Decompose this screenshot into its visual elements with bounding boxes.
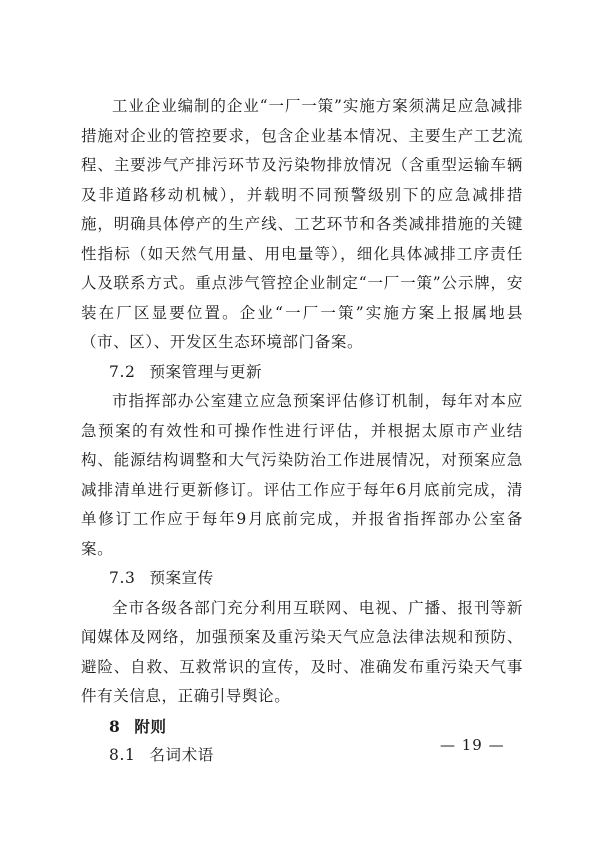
- paragraph-plan-management: 市指挥部办公室建立应急预案评估修订机制，每年对本应急预案的有效性和可操作性进行评估，并根据太原市产业结构、能源结构调整和大气污染防治工作进展情况，对预案应急减排清单进行更新修订。评估工作应于每年6月底前完成，清单修订工作应于每年9月底前完成，并报省指挥部办公室备案。: [81, 392, 523, 558]
- paragraph-enterprise-plan: 工业企业编制的企业“一厂一策”实施方案须满足应急减排措施对企业的管控要求，包含企业基本情况、主要生产工艺流程、主要涉气产排污环节及污染物排放情况（含重型运输车辆及非道路移动机械），并载明不同预警级别下的应急减排措施，明确具体停产的生产线、工艺环节和各类减排措施的关键性指标（如天然气用量、用电量等），细化具体减排工序责任人及联系方式。重点涉气管控企业制定“一厂一策”公示牌，安装在厂区显要位置。企业“一厂一策”实施方案上报属地县（市、区）、开发区生态环境部门备案。: [81, 97, 523, 351]
- page-content: [81, 92, 523, 771]
- paragraph-plan-publicity: 全市各级各部门充分利用互联网、电视、广播、报刊等新闻媒体及网络，加强预案及重污染天气应急法律法规和预防、避险、自救、互救常识的宣传，及时、准确发布重污染天气事件有关信息，正确引导舆论。: [81, 598, 523, 705]
- heading-title: 附则: [134, 716, 167, 736]
- heading-7-2: [81, 358, 523, 388]
- heading-title: 名词术语: [149, 746, 214, 764]
- heading-title: 预案管理与更新: [149, 362, 263, 381]
- heading-number: 7.3: [109, 569, 136, 587]
- heading-number: 8: [109, 716, 121, 736]
- heading-title: 预案宣传: [149, 569, 214, 587]
- heading-number: 7.2: [109, 362, 136, 381]
- page-number: — 19 —: [440, 736, 505, 754]
- heading-number: 8.1: [109, 746, 136, 764]
- heading-7-3: [81, 564, 523, 594]
